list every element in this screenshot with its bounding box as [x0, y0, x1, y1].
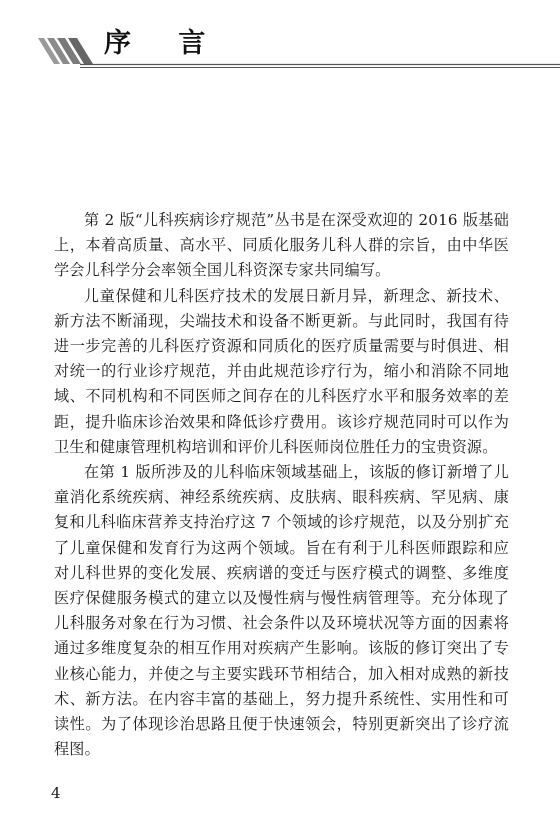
paragraph: 儿童保健和儿科医疗技术的发展日新月异，新理念、新技术、新方法不断涌现，尖端技术和设备不断更新。与此同时，我国有待进一步完善的儿科医疗资源和同质化的医疗质量需要与时俱进、相对统一的行业诊疗规范，并由此规范诊疗行为，缩小和消除不同地域、不同机构和不同医师之间存在的儿科医疗水平和服务效率的差距，提升临床诊治效果和降低诊疗费用。该诊疗规范同时可以作为卫生和健康管理机构培训和评价儿科医师岗位胜任力的宝贵资源。 — [54, 286, 509, 456]
header-ornament — [0, 0, 560, 72]
page-title: 序 言 — [104, 28, 225, 59]
preface-body — [54, 208, 509, 762]
page-number: 4 — [51, 784, 61, 802]
paragraph: 在第 1 版所涉及的儿科临床领域基础上，该版的修订新增了儿童消化系统疾病、神经系统疾病、皮肤病、眼科疾病、罕见病、康复和儿科临床营养支持治疗这 7 个领域的诊疗规范，以及分别扩充了儿童保健和发育行为这两个领域。旨在有利于儿科医师跟踪和应对儿科世界的变化发展、疾病谱的变迁与医疗模式的调整、多维度医疗保健服务模式的建立以及慢性病与慢性病管理等。充分体现了儿科服务对象在行为习惯、社会条件以及环境状况等方面的因素将通过多维度复杂的相互作用对疾病产生影响。该版的修订突出了专业核心能力，并使之与主要实践环节相结合，加入相对成熟的新技术、新方法。在内容丰富的基础上，努力提升系统性、实用性和可读性。为了体现诊治思路且便于快速领会，特别更新突出了诊疗流程图。 — [54, 463, 509, 759]
paragraph: 第 2 版“儿科疾病诊疗规范”丛书是在深受欢迎的 2016 版基础上，本着高质量、高水平、同质化服务儿科人群的宗旨，由中华医学会儿科学分会率领全国儿科资深专家共同编写。 — [54, 211, 509, 280]
chapter-header — [0, 0, 560, 72]
